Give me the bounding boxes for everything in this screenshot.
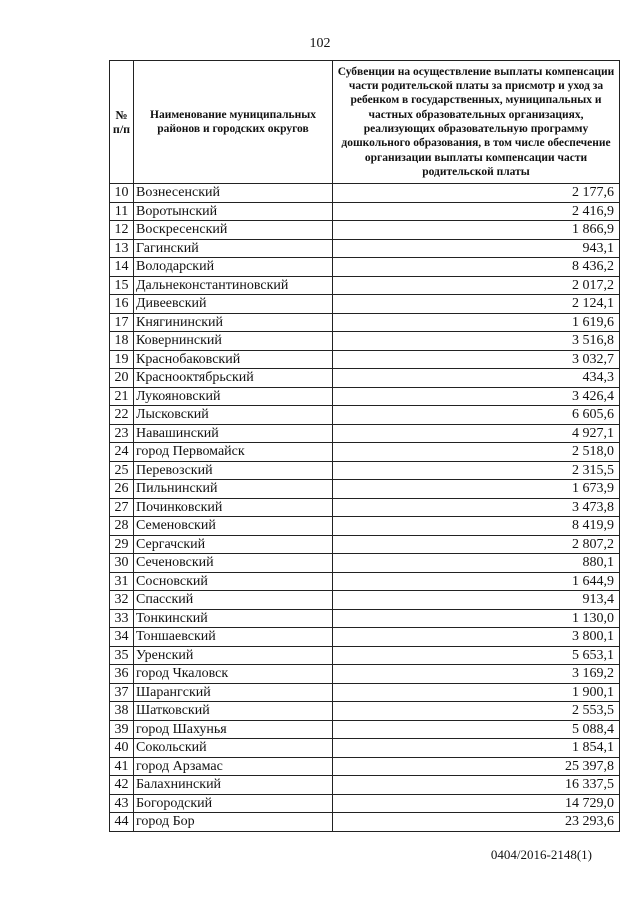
row-number: 14 [110,258,134,277]
table-row [110,332,620,351]
table-row [110,813,620,832]
municipality-name: Навашинский [134,424,333,443]
table-row [110,776,620,795]
table-row [110,683,620,702]
subsidy-value: 3 169,2 [333,665,620,684]
table-row [110,757,620,776]
page-number: 102 [309,36,331,51]
subsidy-value: 1 854,1 [333,739,620,758]
subsidy-value: 2 315,5 [333,461,620,480]
municipality-name: Лысковский [134,406,333,425]
subsidy-value: 5 653,1 [333,646,620,665]
row-number: 23 [110,424,134,443]
table-row [110,276,620,295]
row-number: 39 [110,720,134,739]
table-row [110,794,620,813]
subsidy-value: 2 807,2 [333,535,620,554]
row-number: 34 [110,628,134,647]
table-row [110,665,620,684]
municipality-name: Сосновский [134,572,333,591]
subsidy-table [109,60,620,832]
subsidy-value: 2 124,1 [333,295,620,314]
table-row [110,424,620,443]
municipality-name: город Чкаловск [134,665,333,684]
subsidy-value: 14 729,0 [333,794,620,813]
subsidy-value: 16 337,5 [333,776,620,795]
table-row [110,554,620,573]
row-number: 26 [110,480,134,499]
row-number: 43 [110,794,134,813]
municipality-name: Гагинский [134,239,333,258]
table-row [110,572,620,591]
municipality-name: Сеченовский [134,554,333,573]
municipality-name: Тоншаевский [134,628,333,647]
municipality-name: Краснооктябрьский [134,369,333,388]
table-row [110,221,620,240]
row-number: 13 [110,239,134,258]
table-row [110,443,620,462]
table-row [110,535,620,554]
subsidy-value: 2 017,2 [333,276,620,295]
row-number: 16 [110,295,134,314]
municipality-name: город Бор [134,813,333,832]
row-number: 10 [110,184,134,203]
document-code: 0404/2016-2148(1) [490,847,592,862]
subsidy-value: 1 130,0 [333,609,620,628]
row-number: 35 [110,646,134,665]
table-row [110,739,620,758]
table-row [110,387,620,406]
municipality-name: Уренский [134,646,333,665]
row-number: 41 [110,757,134,776]
table-row [110,295,620,314]
table-row [110,609,620,628]
subsidy-value: 1 644,9 [333,572,620,591]
municipality-name: Балахнинский [134,776,333,795]
row-number: 20 [110,369,134,388]
table-row [110,184,620,203]
subsidy-value: 880,1 [333,554,620,573]
header-municipality: Наименование муниципальных районов и городских округов [134,61,333,184]
row-number: 31 [110,572,134,591]
row-number: 18 [110,332,134,351]
row-number: 38 [110,702,134,721]
municipality-name: город Первомайск [134,443,333,462]
row-number: 17 [110,313,134,332]
municipality-name: Семеновский [134,517,333,536]
subsidy-value: 5 088,4 [333,720,620,739]
subsidy-value: 434,3 [333,369,620,388]
municipality-name: город Шахунья [134,720,333,739]
table-row [110,720,620,739]
header-subsidy: Субвенции на осуществление выплаты компенсации части родительской платы за присмотр и уход за ребенком в государственных, муниципальных и частных образовательных организациях, реализующих образовательную программу дошкольного образования, в том числе обеспечение организации выплаты компенсации части родительской платы [333,61,620,184]
row-number: 24 [110,443,134,462]
row-number: 28 [110,517,134,536]
subsidy-value: 2 518,0 [333,443,620,462]
table-row [110,480,620,499]
municipality-name: Починковский [134,498,333,517]
municipality-name: Воротынский [134,202,333,221]
municipality-name: Богородский [134,794,333,813]
subsidy-value: 2 553,5 [333,702,620,721]
row-number: 33 [110,609,134,628]
row-number: 37 [110,683,134,702]
table-row [110,313,620,332]
municipality-name: Краснобаковский [134,350,333,369]
table-row [110,350,620,369]
subsidy-value: 1 619,6 [333,313,620,332]
row-number: 40 [110,739,134,758]
table-row [110,406,620,425]
municipality-name: Дальнеконстантиновский [134,276,333,295]
subsidy-value: 3 473,8 [333,498,620,517]
subsidy-value: 943,1 [333,239,620,258]
subsidy-value: 4 927,1 [333,424,620,443]
table-body [110,184,620,832]
subsidy-value: 2 416,9 [333,202,620,221]
municipality-name: Шарангский [134,683,333,702]
subsidy-value: 3 032,7 [333,350,620,369]
municipality-name: Ковернинский [134,332,333,351]
municipality-name: Спасский [134,591,333,610]
table-row [110,591,620,610]
table-row [110,702,620,721]
subsidy-value: 3 426,4 [333,387,620,406]
row-number: 44 [110,813,134,832]
subsidy-value: 1 900,1 [333,683,620,702]
municipality-name: Дивеевский [134,295,333,314]
municipality-name: Пильнинский [134,480,333,499]
row-number: 21 [110,387,134,406]
row-number: 22 [110,406,134,425]
table-row [110,628,620,647]
subsidy-value: 6 605,6 [333,406,620,425]
municipality-name: Перевозский [134,461,333,480]
municipality-name: Вознесенский [134,184,333,203]
municipality-name: Воскресенский [134,221,333,240]
subsidy-value: 2 177,6 [333,184,620,203]
table-row [110,202,620,221]
subsidy-value: 8 419,9 [333,517,620,536]
row-number: 29 [110,535,134,554]
municipality-name: Тонкинский [134,609,333,628]
table-row [110,461,620,480]
table-header-row [110,61,620,184]
subsidy-value: 3 516,8 [333,332,620,351]
subsidy-value: 25 397,8 [333,757,620,776]
row-number: 36 [110,665,134,684]
row-number: 11 [110,202,134,221]
table-row [110,239,620,258]
table-row [110,498,620,517]
row-number: 42 [110,776,134,795]
row-number: 27 [110,498,134,517]
table-row [110,258,620,277]
table-row [110,369,620,388]
header-number: № п/п [110,61,134,184]
subsidy-value: 1 866,9 [333,221,620,240]
subsidy-value: 3 800,1 [333,628,620,647]
municipality-name: Володарский [134,258,333,277]
row-number: 25 [110,461,134,480]
subsidy-value: 913,4 [333,591,620,610]
municipality-name: Сокольский [134,739,333,758]
subsidy-value: 23 293,6 [333,813,620,832]
row-number: 15 [110,276,134,295]
table-row [110,646,620,665]
municipality-name: город Арзамас [134,757,333,776]
table-row [110,517,620,536]
municipality-name: Княгининский [134,313,333,332]
subsidy-value: 1 673,9 [333,480,620,499]
row-number: 32 [110,591,134,610]
municipality-name: Шатковский [134,702,333,721]
municipality-name: Сергачский [134,535,333,554]
municipality-name: Лукояновский [134,387,333,406]
row-number: 12 [110,221,134,240]
row-number: 30 [110,554,134,573]
row-number: 19 [110,350,134,369]
subsidy-value: 8 436,2 [333,258,620,277]
